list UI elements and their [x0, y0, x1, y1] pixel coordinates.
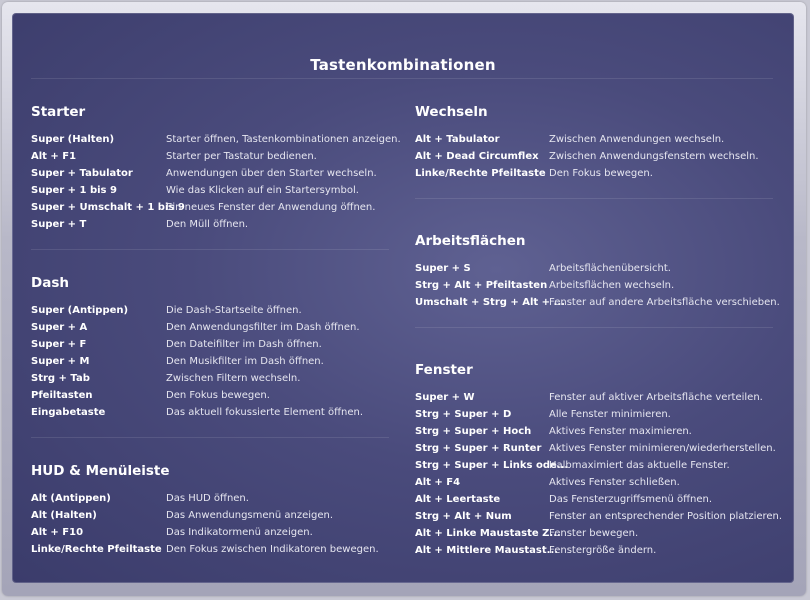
- shortcut-description: Den Müll öffnen.: [166, 219, 249, 230]
- shortcut-description: Ein neues Fenster der Anwendung öffnen.: [166, 202, 376, 213]
- shortcut-key: Super + M: [31, 356, 90, 367]
- shortcut-description: Das Fensterzugriffsmenü öffnen.: [549, 494, 712, 505]
- shortcut-description: Anwendungen über den Starter wechseln.: [166, 168, 377, 179]
- shortcut-key: Super (Antippen): [31, 305, 129, 316]
- shortcut-description: Aktives Fenster schließen.: [549, 477, 680, 488]
- shortcut-key: Super (Halten): [31, 134, 115, 145]
- shortcut-description: Den Fokus bewegen.: [166, 390, 270, 401]
- shortcut-key: Strg + Super + Runter: [415, 443, 542, 454]
- shortcut-key: Alt + F1: [31, 151, 77, 162]
- overlay-title: Tastenkombinationen: [310, 56, 496, 74]
- section-divider: [415, 327, 773, 328]
- shortcut-description: Fenster auf aktiver Arbeitsfläche verteilen.: [549, 392, 763, 403]
- section-title-hud: HUD & Menüleiste: [31, 463, 170, 479]
- shortcut-key: Strg + Alt + Pfeiltasten: [415, 280, 548, 291]
- shortcut-key: Strg + Super + D: [415, 409, 512, 420]
- shortcut-description: Fenstergröße ändern.: [549, 545, 657, 556]
- shortcut-description: Das HUD öffnen.: [166, 493, 249, 504]
- section-title-dash: Dash: [31, 275, 69, 291]
- shortcut-description: Das Indikatormenü anzeigen.: [166, 527, 313, 538]
- shortcut-key: Super + 1 bis 9: [31, 185, 117, 196]
- shortcut-key: Strg + Tab: [31, 373, 90, 384]
- shortcut-key: Super + Umschalt + 1 bis 9: [31, 202, 185, 213]
- shortcut-key: Super + A: [31, 322, 88, 333]
- shortcut-key: Alt + Linke Maustaste Z...: [415, 528, 561, 539]
- section-divider: [415, 198, 773, 199]
- shortcut-key: Umschalt + Strg + Alt + ...: [415, 297, 565, 308]
- shortcut-description: Fenster auf andere Arbeitsfläche verschieben.: [549, 297, 780, 308]
- shortcut-key: Strg + Super + Hoch: [415, 426, 532, 437]
- shortcut-description: Das Anwendungsmenü anzeigen.: [166, 510, 334, 521]
- shortcut-description: Aktives Fenster maximieren.: [549, 426, 692, 437]
- shortcut-description: Halbmaximiert das aktuelle Fenster.: [549, 460, 730, 471]
- shortcut-key: Super + W: [415, 392, 475, 403]
- shortcut-description: Fenster bewegen.: [549, 528, 639, 539]
- shortcut-key: Alt + Mittlere Maustast...: [415, 545, 559, 556]
- section-title-fenster: Fenster: [415, 362, 473, 378]
- shortcut-description: Aktives Fenster minimieren/wiederherstellen.: [549, 443, 776, 454]
- shortcut-key: Alt + F4: [415, 477, 461, 488]
- shortcut-description: Den Musikfilter im Dash öffnen.: [166, 356, 324, 367]
- shortcut-description: Alle Fenster minimieren.: [549, 409, 671, 420]
- section-title-starter: Starter: [31, 104, 86, 120]
- shortcut-key: Alt + Tabulator: [415, 134, 500, 145]
- shortcut-key: Linke/Rechte Pfeiltaste: [31, 544, 162, 555]
- section-title-arbeitsflaechen: Arbeitsflächen: [415, 233, 526, 249]
- shortcut-key: Alt + Leertaste: [415, 494, 501, 505]
- shortcut-key: Pfeiltasten: [31, 390, 93, 401]
- shortcut-description: Den Dateifilter im Dash öffnen.: [166, 339, 322, 350]
- shortcut-description: Zwischen Anwendungsfenstern wechseln.: [549, 151, 759, 162]
- title-divider: [31, 78, 773, 79]
- section-divider: [31, 249, 389, 250]
- shortcut-description: Arbeitsflächenübersicht.: [549, 263, 671, 274]
- shortcut-key: Super + F: [31, 339, 87, 350]
- section-divider: [31, 437, 389, 438]
- shortcut-description: Das aktuell fokussierte Element öffnen.: [166, 407, 364, 418]
- shortcut-description: Arbeitsflächen wechseln.: [549, 280, 675, 291]
- shortcut-key: Alt + F10: [31, 527, 84, 538]
- shortcut-overlay: [12, 13, 794, 583]
- shortcut-key: Linke/Rechte Pfeiltaste: [415, 168, 546, 179]
- shortcut-description: Den Fokus bewegen.: [549, 168, 653, 179]
- section-title-wechseln: Wechseln: [415, 104, 488, 120]
- shortcut-description: Zwischen Anwendungen wechseln.: [549, 134, 725, 145]
- shortcut-key: Alt + Dead Circumflex: [415, 151, 539, 162]
- shortcut-key: Super + Tabulator: [31, 168, 133, 179]
- shortcut-description: Starter öffnen, Tastenkombinationen anzeigen.: [166, 134, 401, 145]
- shortcut-description: Die Dash-Startseite öffnen.: [166, 305, 302, 316]
- shortcut-description: Den Fokus zwischen Indikatoren bewegen.: [166, 544, 379, 555]
- shortcut-description: Zwischen Filtern wechseln.: [166, 373, 301, 384]
- shortcut-key: Alt (Halten): [31, 510, 97, 521]
- shortcut-description: Wie das Klicken auf ein Startersymbol.: [166, 185, 359, 196]
- shortcut-key: Strg + Super + Links ode...: [415, 460, 569, 471]
- shortcut-description: Fenster an entsprechender Position platzieren.: [549, 511, 783, 522]
- shortcut-key: Eingabetaste: [31, 407, 106, 418]
- shortcut-description: Den Anwendungsfilter im Dash öffnen.: [166, 322, 360, 333]
- shortcut-description: Starter per Tastatur bedienen.: [166, 151, 317, 162]
- shortcut-key: Super + T: [31, 219, 87, 230]
- shortcut-key: Super + S: [415, 263, 471, 274]
- shortcut-key: Strg + Alt + Num: [415, 511, 512, 522]
- shortcut-key: Alt (Antippen): [31, 493, 111, 504]
